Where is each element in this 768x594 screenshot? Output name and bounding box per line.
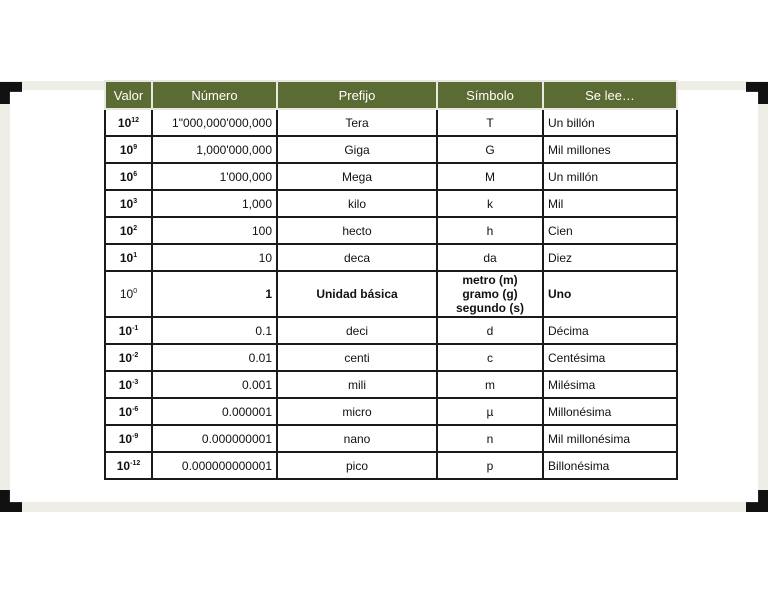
cell-simbolo bbox=[437, 425, 543, 452]
cell-se-lee: Millonésima bbox=[543, 398, 677, 425]
cell-prefijo: Tera bbox=[277, 109, 437, 136]
power-base: 10 bbox=[119, 223, 134, 238]
symbol-line: da bbox=[483, 250, 497, 265]
cell-prefijo: centi bbox=[277, 344, 437, 371]
cell-simbolo bbox=[437, 398, 543, 425]
cell-valor bbox=[105, 371, 152, 398]
table-row bbox=[105, 190, 677, 217]
table-row bbox=[105, 452, 677, 479]
cell-numero: 1"000,000'000,000 bbox=[152, 109, 277, 136]
table-row bbox=[105, 425, 677, 452]
cell-valor bbox=[105, 163, 152, 190]
cell-valor bbox=[105, 452, 152, 479]
cell-prefijo: hecto bbox=[277, 217, 437, 244]
cell-simbolo bbox=[437, 109, 543, 136]
cell-prefijo: nano bbox=[277, 425, 437, 452]
cell-se-lee: Uno bbox=[543, 271, 677, 317]
table-row bbox=[105, 109, 677, 136]
symbol-line: m bbox=[485, 377, 495, 392]
cell-se-lee: Centésima bbox=[543, 344, 677, 371]
symbol-line: gramo (g) bbox=[462, 287, 518, 301]
power-base: 10 bbox=[119, 250, 134, 265]
table-row bbox=[105, 371, 677, 398]
header-prefijo: Prefijo bbox=[277, 81, 437, 109]
cell-se-lee: Décima bbox=[543, 317, 677, 344]
cell-simbolo bbox=[437, 136, 543, 163]
cell-simbolo bbox=[437, 371, 543, 398]
header-se-lee: Se lee… bbox=[543, 81, 677, 109]
symbol-line: d bbox=[486, 323, 494, 338]
cell-valor bbox=[105, 217, 152, 244]
cell-numero: 1'000,000 bbox=[152, 163, 277, 190]
cell-se-lee: Diez bbox=[543, 244, 677, 271]
cell-numero: 0.01 bbox=[152, 344, 277, 371]
power-base: 10 bbox=[119, 142, 134, 157]
cell-se-lee: Un millón bbox=[543, 163, 677, 190]
cell-se-lee: Cien bbox=[543, 217, 677, 244]
cell-valor bbox=[105, 271, 152, 317]
table-row bbox=[105, 271, 677, 317]
symbol-line: µ bbox=[486, 404, 494, 419]
cell-numero: 0.001 bbox=[152, 371, 277, 398]
power-exponent: -6 bbox=[132, 405, 139, 413]
table-row bbox=[105, 163, 677, 190]
si-prefix-table bbox=[104, 80, 678, 480]
power-base: 10 bbox=[118, 404, 133, 419]
symbol-line: h bbox=[486, 223, 494, 238]
cell-numero: 0.000000000001 bbox=[152, 452, 277, 479]
header-simbolo: Símbolo bbox=[437, 81, 543, 109]
cell-simbolo bbox=[437, 317, 543, 344]
cell-numero: 10 bbox=[152, 244, 277, 271]
cell-numero: 0.000001 bbox=[152, 398, 277, 425]
cell-simbolo bbox=[437, 190, 543, 217]
symbol-line: p bbox=[486, 458, 494, 473]
power-base: 10 bbox=[116, 458, 131, 473]
power-exponent: -1 bbox=[132, 324, 139, 332]
cell-se-lee: Mil millones bbox=[543, 136, 677, 163]
cell-valor bbox=[105, 136, 152, 163]
symbol-line: metro (m) bbox=[462, 273, 518, 287]
table-row bbox=[105, 217, 677, 244]
power-exponent: -3 bbox=[132, 378, 139, 386]
cell-simbolo bbox=[437, 452, 543, 479]
symbol-line: c bbox=[487, 350, 493, 365]
cell-prefijo: deci bbox=[277, 317, 437, 344]
power-exponent: 12 bbox=[131, 116, 140, 124]
cell-se-lee: Mil millonésima bbox=[543, 425, 677, 452]
cell-simbolo bbox=[437, 344, 543, 371]
table-row bbox=[105, 317, 677, 344]
power-base: 10 bbox=[119, 169, 134, 184]
cell-simbolo bbox=[437, 217, 543, 244]
power-exponent: 1 bbox=[133, 251, 138, 259]
table-row bbox=[105, 244, 677, 271]
cell-prefijo: kilo bbox=[277, 190, 437, 217]
table-row bbox=[105, 344, 677, 371]
symbol-line: M bbox=[485, 169, 495, 184]
symbol-line: n bbox=[486, 431, 494, 446]
cell-numero: 100 bbox=[152, 217, 277, 244]
cell-valor bbox=[105, 398, 152, 425]
cell-numero: 0.000000001 bbox=[152, 425, 277, 452]
header-numero: Número bbox=[152, 81, 277, 109]
cell-prefijo: Giga bbox=[277, 136, 437, 163]
cell-se-lee: Milésima bbox=[543, 371, 677, 398]
power-base: 10 bbox=[118, 431, 133, 446]
cell-numero: 1,000'000,000 bbox=[152, 136, 277, 163]
cell-valor bbox=[105, 190, 152, 217]
cell-se-lee: Un billón bbox=[543, 109, 677, 136]
cell-valor bbox=[105, 317, 152, 344]
power-base: 10 bbox=[118, 350, 133, 365]
power-exponent: -12 bbox=[130, 459, 141, 467]
power-exponent: -9 bbox=[132, 432, 139, 440]
cell-prefijo: micro bbox=[277, 398, 437, 425]
power-exponent: 3 bbox=[133, 197, 138, 205]
cell-se-lee: Mil bbox=[543, 190, 677, 217]
cell-simbolo bbox=[437, 163, 543, 190]
cell-numero: 0.1 bbox=[152, 317, 277, 344]
table-body bbox=[105, 109, 677, 479]
power-base: 10 bbox=[117, 115, 132, 130]
cell-simbolo bbox=[437, 271, 543, 317]
cell-valor bbox=[105, 244, 152, 271]
cell-prefijo: pico bbox=[277, 452, 437, 479]
table-row bbox=[105, 136, 677, 163]
cell-prefijo: Mega bbox=[277, 163, 437, 190]
power-base: 10 bbox=[118, 377, 133, 392]
cell-prefijo: deca bbox=[277, 244, 437, 271]
power-exponent: 2 bbox=[133, 224, 138, 232]
power-base: 10 bbox=[119, 287, 134, 301]
table-header-row bbox=[105, 81, 677, 109]
symbol-line: T bbox=[486, 115, 494, 130]
power-exponent: 9 bbox=[133, 143, 138, 151]
cell-simbolo bbox=[437, 244, 543, 271]
power-exponent: -2 bbox=[132, 351, 139, 359]
power-exponent: 6 bbox=[133, 170, 138, 178]
power-base: 10 bbox=[119, 196, 134, 211]
cell-valor bbox=[105, 344, 152, 371]
cell-numero: 1 bbox=[152, 271, 277, 317]
symbol-line: G bbox=[485, 142, 495, 157]
power-base: 10 bbox=[118, 323, 133, 338]
cell-prefijo: mili bbox=[277, 371, 437, 398]
power-exponent: 0 bbox=[133, 288, 138, 295]
cell-valor bbox=[105, 109, 152, 136]
symbol-line: k bbox=[487, 196, 493, 211]
symbol-line: segundo (s) bbox=[456, 301, 524, 315]
header-valor: Valor bbox=[105, 81, 152, 109]
cell-valor bbox=[105, 425, 152, 452]
cell-numero: 1,000 bbox=[152, 190, 277, 217]
cell-se-lee: Billonésima bbox=[543, 452, 677, 479]
table-row bbox=[105, 398, 677, 425]
cell-prefijo: Unidad básica bbox=[277, 271, 437, 317]
